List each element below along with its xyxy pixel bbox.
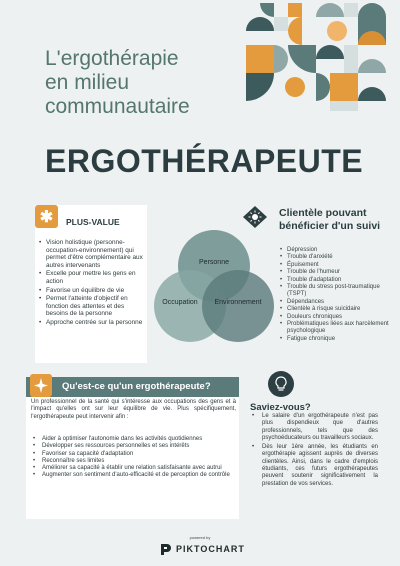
venn-label-occupation: Occupation (162, 299, 198, 306)
page-title (45, 47, 265, 119)
list-item: • Trouble du stress post-traumatique (TSPT) (280, 284, 390, 299)
page-headline: ERGOTHÉRAPEUTE (45, 143, 364, 179)
sparkle-icon (30, 374, 52, 397)
list-item: • Favorise un équilibre de vie (38, 287, 146, 295)
list-item: • Augmenter son sentiment d'auto-efficacité et de perception de contrôle (31, 472, 236, 479)
clientele-title: Clientèle pouvant bénéficier d'un suivi (279, 207, 381, 232)
list-item: • Permet l'atteinte d'objectif en fonction des attentes et des besoins de la personne (38, 295, 146, 318)
decorative-pattern (246, 3, 386, 111)
list-item: • Reconnaître ses limites (31, 458, 236, 465)
clientele-list (280, 247, 390, 343)
what-is-card (26, 377, 239, 519)
piktochart-logo[interactable] (160, 542, 245, 556)
list-item: • Problématiques liées aux harcèlement psychologique (280, 321, 390, 336)
what-is-list (31, 436, 236, 480)
list-item: • Clientèle à risque suicidaire (280, 306, 390, 313)
title-line-1: L'ergothérapie (45, 47, 179, 70)
piktochart-icon (160, 544, 171, 555)
list-item: • Trouble d'anxiété (280, 254, 390, 261)
what-is-title: Qu'est-ce qu'un ergothérapeute? (62, 381, 211, 392)
list-item: • Aider à optimiser l'autonomie dans les activités quotidiennes (31, 436, 236, 443)
list-item: • Dépendances (280, 299, 390, 306)
what-is-header (26, 377, 239, 397)
powered-by-label: powered by (189, 535, 211, 540)
asterisk-icon: ✱ (35, 205, 58, 228)
what-is-intro: Un professionnel de la santé qui s'intéresse aux occupations des gens et à l'impact qu'elles ont sur leur équilibre de vie. Plus spécifiquement, l'ergothérapeute peut intervenir afin : (31, 399, 236, 420)
venn-label-personne: Personne (199, 259, 229, 266)
venn-label-environnement: Environnement (214, 299, 262, 306)
lightbulb-icon (268, 371, 294, 397)
sun-icon (243, 206, 267, 228)
list-item: • Favoriser sa capacité d'adaptation (31, 451, 236, 458)
list-item: • Dépression (280, 247, 390, 254)
list-item: • Développer ses ressources personnelles et ses intérêts (31, 443, 236, 450)
title-line-2: en milieu (45, 71, 130, 94)
plus-value-card (35, 205, 147, 363)
plus-value-list (38, 239, 146, 328)
list-item: • Trouble d'adaptation (280, 277, 390, 284)
piktochart-brand: PIKTOCHART (176, 544, 245, 554)
list-item: • Améliorer sa capacité à établir une relation satisfaisante avec autrui (31, 465, 236, 472)
list-item: • Douleurs chroniques (280, 314, 390, 321)
list-item: • Trouble de l'humeur (280, 269, 390, 276)
list-item: • Vision holistique (personne-occupation-environnement) qui permet d'être complémentaire aux autres intervenants (38, 239, 146, 269)
list-item: • Approche centrée sur la personne (38, 319, 146, 327)
title-line-3: communautaire (45, 95, 190, 118)
list-item: • Dès leur 1ère année, les étudiants en ergothérapie agissent auprès de diverses clientèles. Ainsi, dans le cadre d'emplois étudiants, ces futurs ergothérapeutes peuvent soutenir significativement la prestation de vos services. (250, 444, 378, 488)
did-you-know-title: Saviez-vous? (250, 402, 311, 413)
list-item: • Excelle pour mettre les gens en action (38, 270, 146, 285)
list-item: • Épuisement (280, 262, 390, 269)
list-item: • Fatigue chronique (280, 336, 390, 343)
did-you-know-list (250, 413, 378, 490)
venn-circle-environnement (202, 270, 274, 342)
list-item: • Le salaire d'un ergothérapeute n'est pas plus dispendieux que d'autres professionnels, tels que des psychoéducateurs ou travailleurs sociaux. (250, 413, 378, 442)
plus-value-title: PLUS-VALUE (66, 217, 120, 227)
venn-diagram (152, 226, 277, 354)
